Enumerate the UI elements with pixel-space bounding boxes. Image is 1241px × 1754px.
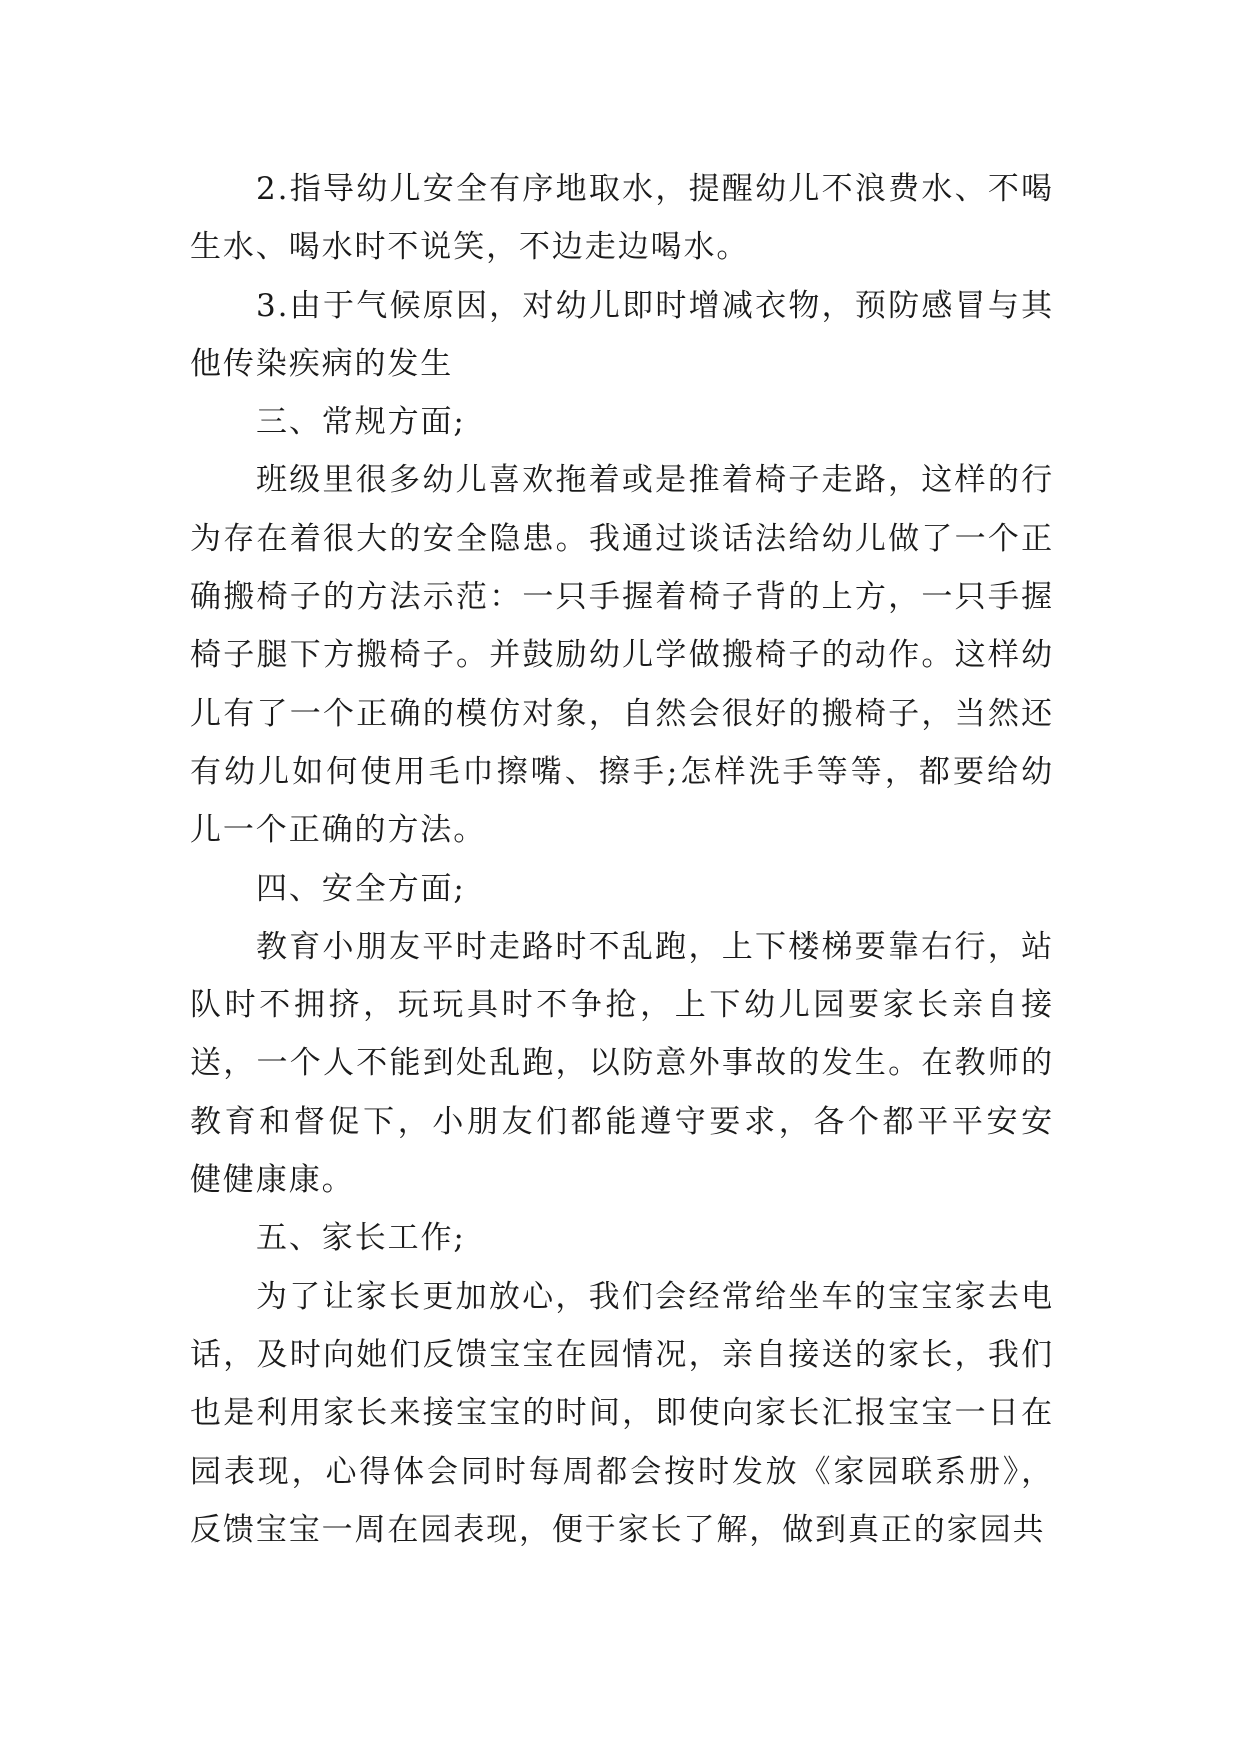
- paragraph-parents: 为了让家长更加放心，我们会经常给坐车的宝宝家去电话，及时向她们反馈宝宝在园情况，亲自接送的家长，我们也是利用家长来接宝宝的时间，即使向家长汇报宝宝一日在园表现，心得体会同时每周都会按时发放《家园联系册》，反馈宝宝一周在园表现，便于家长了解，做到真正的家园共: [190, 1278, 1054, 1548]
- section-heading-routine: 三、常规方面;: [256, 404, 466, 441]
- section-heading-parents: 五、家长工作;: [256, 1220, 466, 1257]
- paragraph-safety: 教育小朋友平时走路时不乱跑，上下楼梯要靠右行，站队时不拥挤，玩玩具时不争抢，上下幼儿园要家长亲自接送，一个人不能到处乱跑，以防意外事故的发生。在教师的教育和督促下，小朋友们都能遵守要求，各个都平平安安 健健康康。: [190, 928, 1054, 1199]
- paragraph-routine: 班级里很多幼儿喜欢拖着或是推着椅子走路，这样的行为存在着很大的安全隐患。我通过谈话法给幼儿做了一个正确搬椅子的方法示范：一只手握着椅子背的上方，一只手握椅子腿下方搬椅子。并鼓励幼儿学做搬椅子的动作。这样幼儿有了一个正确的模仿对象，自然会很好的搬椅子，当然还有幼儿如何使用毛巾擦嘴、擦手;怎样洗手等等，都要给幼儿一个正确的方法。: [190, 462, 1054, 849]
- document-body: [190, 160, 1054, 1559]
- paragraph-clothing: 3.由于气候原因，对幼儿即时增减衣物，预防感冒与其他传染疾病的发生: [190, 287, 1054, 382]
- section-heading-safety: 四、安全方面;: [256, 870, 466, 907]
- paragraph-water-safety: 2.指导幼儿安全有序地取水，提醒幼儿不浪费水、不喝生水、喝水时不说笑，不边走边喝水。: [190, 171, 1054, 266]
